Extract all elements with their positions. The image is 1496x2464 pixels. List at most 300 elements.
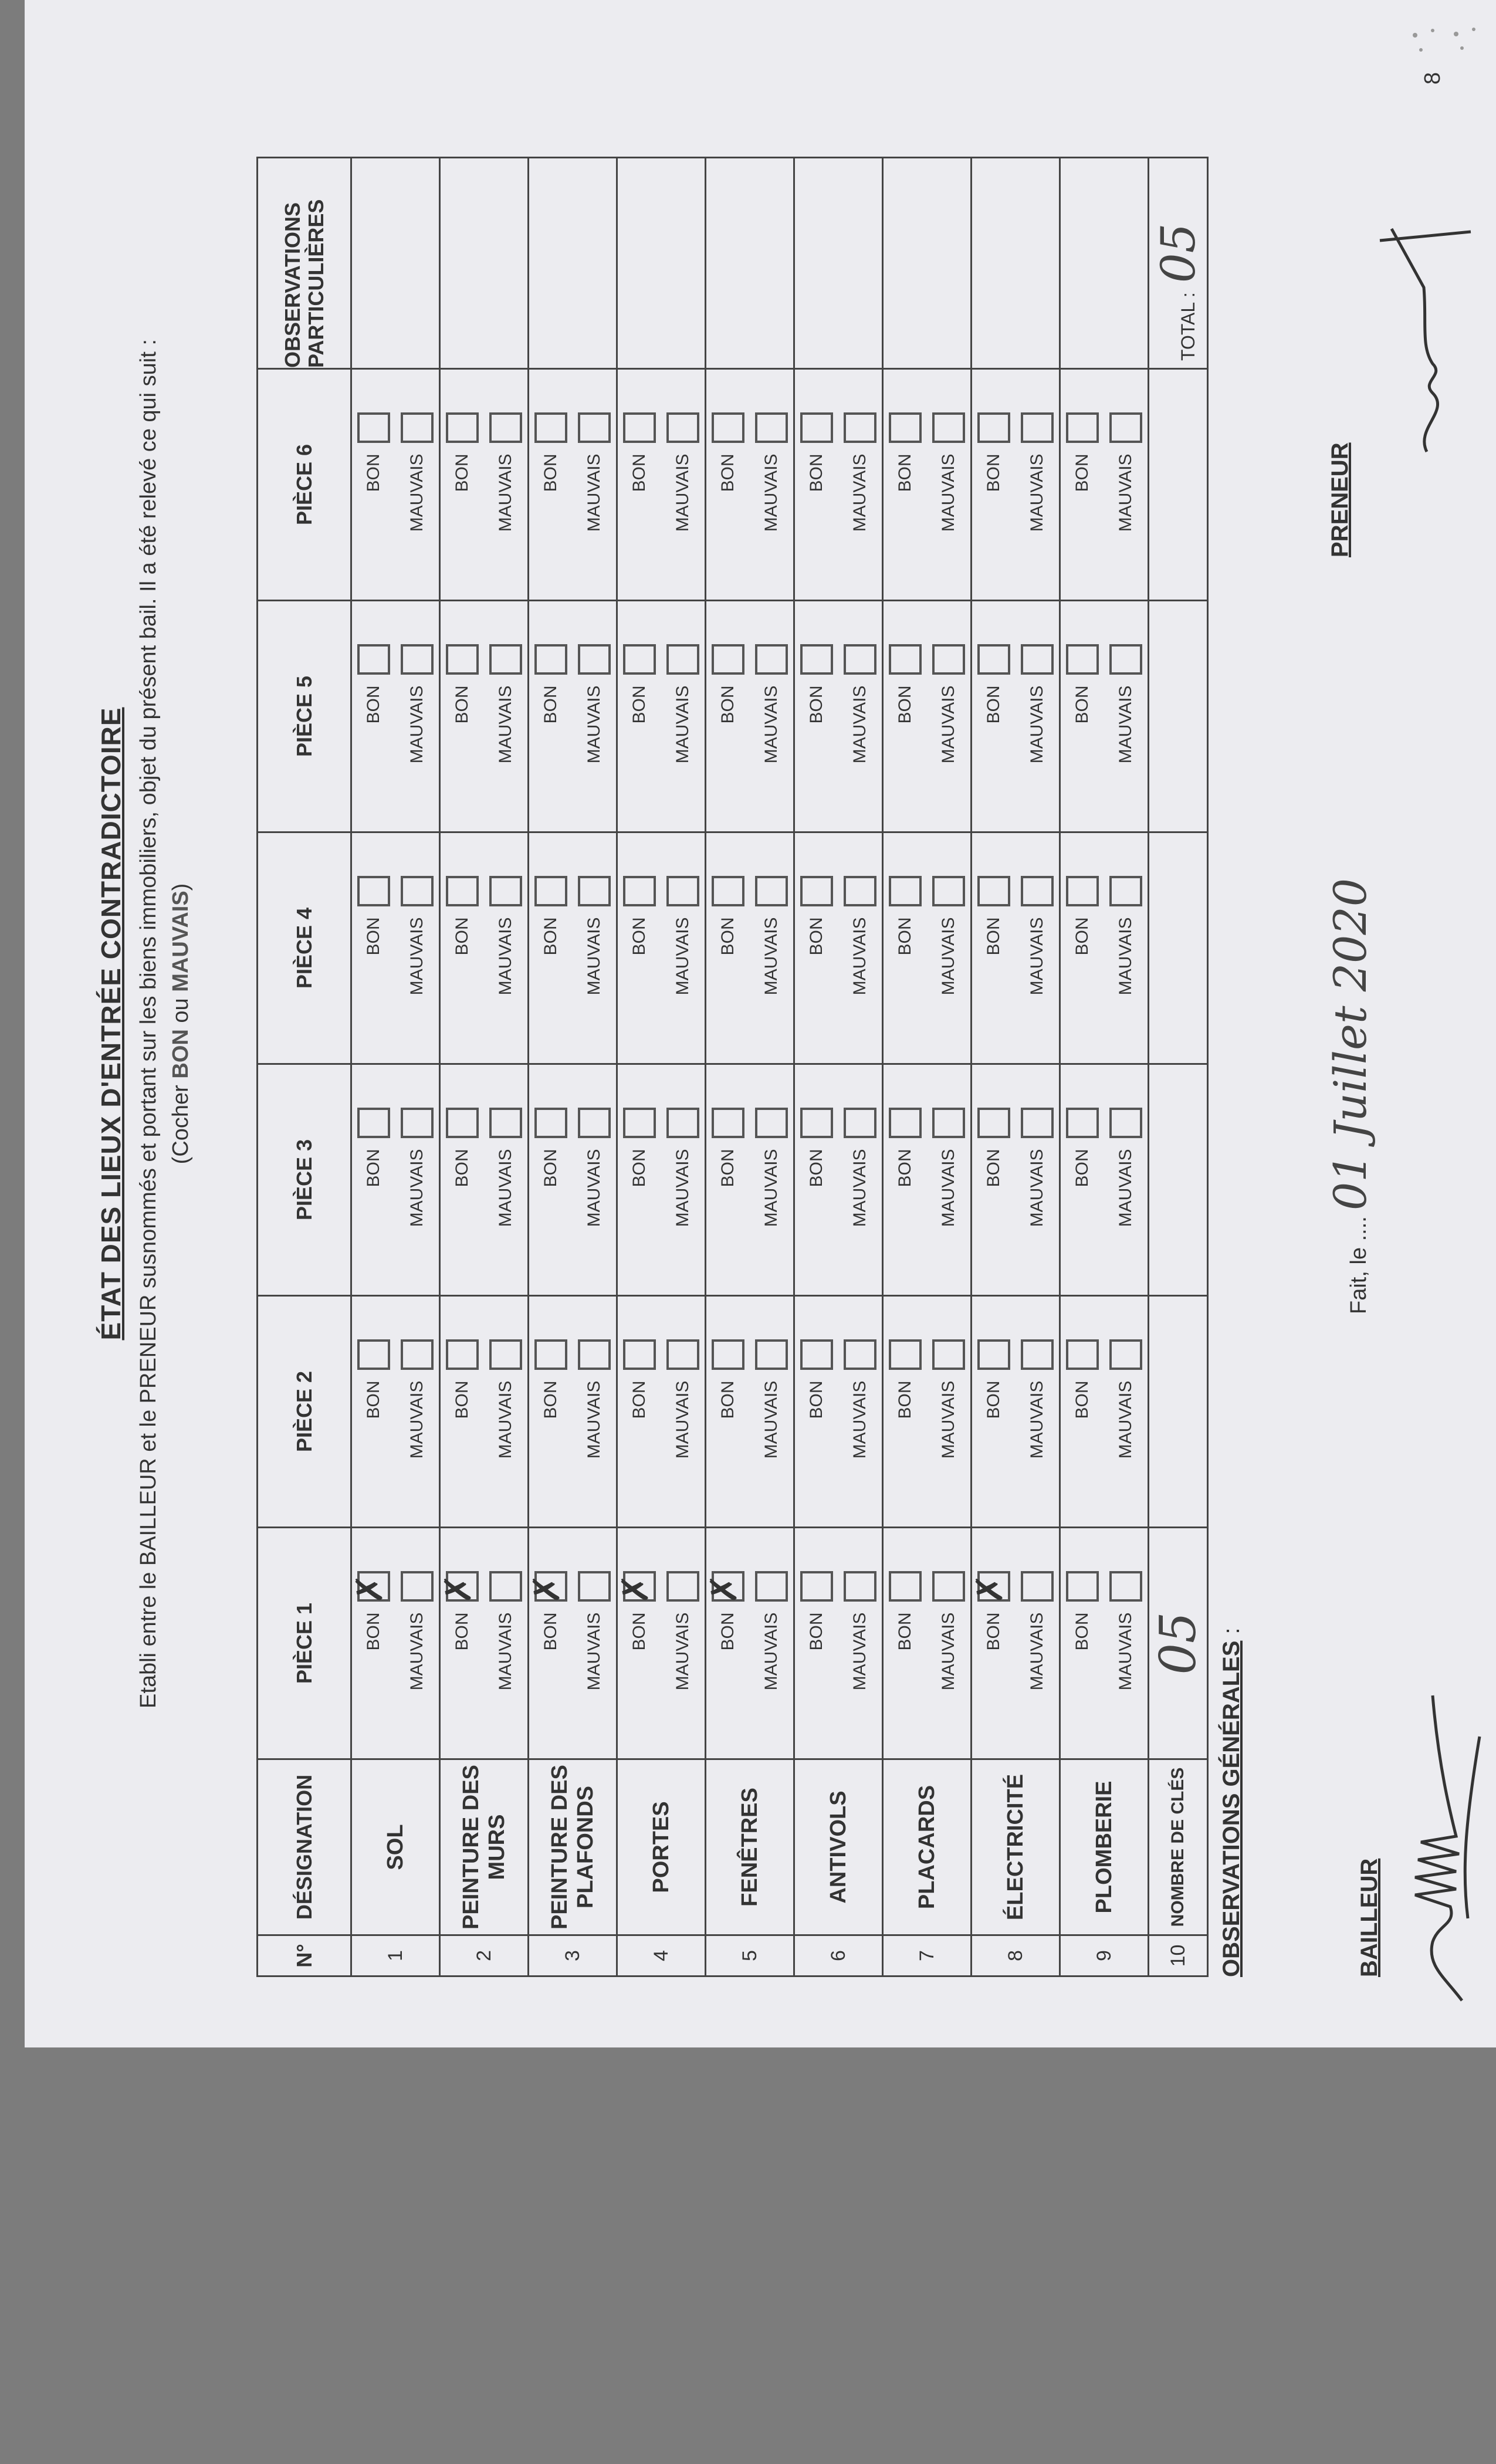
mauvais-label: MAUVAIS <box>761 1149 781 1227</box>
piece-2-cell <box>794 1296 883 1528</box>
bon-label: BON <box>1072 917 1092 956</box>
mauvais-label: MAUVAIS <box>1027 1149 1047 1227</box>
bon-checkbox[interactable] <box>800 1108 833 1139</box>
bon-option <box>795 1297 838 1527</box>
bon-label: BON <box>364 1149 383 1187</box>
mauvais-checkbox[interactable] <box>1109 413 1142 444</box>
mauvais-option <box>1104 1297 1148 1527</box>
piece-6-cell <box>617 369 706 601</box>
mauvais-label: MAUVAIS <box>407 453 427 532</box>
bon-checkbox[interactable] <box>712 645 744 675</box>
mauvais-option <box>750 601 793 831</box>
mauvais-checkbox[interactable] <box>844 413 876 444</box>
mauvais-checkbox[interactable] <box>578 413 611 444</box>
bon-checkbox[interactable] <box>357 1340 390 1370</box>
bon-option <box>706 370 750 600</box>
mauvais-checkbox[interactable] <box>578 876 611 907</box>
bon-label: BON <box>718 917 737 956</box>
bon-option <box>706 601 750 831</box>
mauvais-checkbox[interactable] <box>489 876 522 907</box>
page-number: 8 <box>1420 72 1446 85</box>
bon-label: BON <box>452 1149 472 1187</box>
check-mark-icon: ✗ <box>702 1573 745 1605</box>
bon-checkbox[interactable] <box>712 876 744 907</box>
mauvais-label: MAUVAIS <box>673 1149 692 1227</box>
mauvais-checkbox[interactable] <box>1109 1340 1142 1370</box>
bon-option <box>968 1528 1016 1758</box>
mauvais-label: MAUVAIS <box>1027 685 1047 764</box>
bon-label: BON <box>807 685 826 724</box>
mauvais-checkbox[interactable] <box>844 1572 876 1602</box>
bon-checkbox[interactable] <box>623 413 656 444</box>
mauvais-option <box>573 833 616 1063</box>
bon-checkbox[interactable] <box>977 876 1010 907</box>
bon-option <box>884 1528 927 1758</box>
mauvais-option <box>750 833 793 1063</box>
bon-checkbox[interactable] <box>357 1108 390 1139</box>
piece-4-cell <box>1060 832 1149 1064</box>
observation-cell[interactable] <box>883 158 972 369</box>
bon-label: BON <box>984 1612 1003 1651</box>
row-designation: PEINTURE DES MURS <box>440 1759 529 1935</box>
mauvais-option <box>573 1297 616 1527</box>
bon-option <box>884 601 927 831</box>
row-number: 5 <box>706 1935 794 1976</box>
mauvais-checkbox[interactable] <box>755 1108 788 1139</box>
bon-checkbox[interactable] <box>1066 645 1099 675</box>
total-cell <box>1149 158 1208 369</box>
piece-3-cell <box>529 1064 617 1296</box>
bon-checkbox[interactable] <box>446 1108 479 1139</box>
bon-checkbox[interactable] <box>702 1572 745 1605</box>
bon-label: BON <box>895 1380 915 1419</box>
bon-checkbox[interactable] <box>977 413 1010 444</box>
mauvais-label: MAUVAIS <box>1027 453 1047 532</box>
bon-checkbox[interactable] <box>889 1108 922 1139</box>
mauvais-checkbox[interactable] <box>755 876 788 907</box>
check-mark-icon: ✗ <box>968 1573 1011 1605</box>
bon-checkbox[interactable] <box>436 1572 479 1605</box>
mauvais-option <box>1104 833 1148 1063</box>
bon-option <box>972 833 1016 1063</box>
piece-4-keys[interactable] <box>1149 832 1208 1064</box>
piece-3-cell <box>794 1064 883 1296</box>
bon-option <box>795 601 838 831</box>
piece-4-cell <box>351 832 440 1064</box>
mauvais-option <box>573 1065 616 1295</box>
bon-label: BON <box>807 1149 826 1187</box>
row-number: 4 <box>617 1935 706 1976</box>
header-piece-3: PIÈCE 3 <box>258 1064 351 1296</box>
bon-checkbox[interactable] <box>446 876 479 907</box>
mauvais-option <box>1104 1065 1148 1295</box>
mauvais-checkbox[interactable] <box>1109 645 1142 675</box>
piece-1-cell <box>702 1528 794 1759</box>
observation-cell[interactable] <box>1060 158 1149 369</box>
observation-cell[interactable] <box>972 158 1060 369</box>
bon-option <box>352 1297 395 1527</box>
bon-checkbox[interactable] <box>889 413 922 444</box>
mauvais-option <box>395 370 439 600</box>
bon-label: BON <box>452 685 472 724</box>
piece-5-keys[interactable] <box>1149 601 1208 832</box>
bon-label: BON <box>629 1612 649 1651</box>
mauvais-checkbox[interactable] <box>755 1340 788 1370</box>
bon-checkbox[interactable] <box>889 876 922 907</box>
header-piece-5: PIÈCE 5 <box>258 601 351 832</box>
bon-label: BON <box>364 685 383 724</box>
bon-label: BON <box>718 1149 737 1187</box>
bon-option <box>529 833 573 1063</box>
row-number: 9 <box>1060 1935 1149 1976</box>
mauvais-checkbox[interactable] <box>578 1572 611 1602</box>
mauvais-checkbox[interactable] <box>1109 1572 1142 1602</box>
mauvais-checkbox[interactable] <box>1021 876 1054 907</box>
total-label: TOTAL : <box>1177 292 1199 361</box>
piece-6-cell <box>440 369 529 601</box>
mauvais-checkbox[interactable] <box>489 413 522 444</box>
bon-checkbox[interactable] <box>800 1572 833 1602</box>
bon-checkbox[interactable] <box>348 1572 391 1605</box>
mauvais-checkbox[interactable] <box>844 645 876 675</box>
bon-label: BON <box>629 685 649 724</box>
row-designation: ÉLECTRICITÉ <box>972 1759 1060 1935</box>
bon-checkbox[interactable] <box>534 645 567 675</box>
table-row <box>440 158 529 1976</box>
mauvais-label: MAUVAIS <box>850 917 869 996</box>
mauvais-checkbox[interactable] <box>1021 645 1054 675</box>
mauvais-checkbox[interactable] <box>489 1108 522 1139</box>
observation-cell[interactable] <box>529 158 617 369</box>
bon-label: BON <box>807 1612 826 1651</box>
mauvais-checkbox[interactable] <box>401 1108 434 1139</box>
mauvais-checkbox[interactable] <box>844 876 876 907</box>
mauvais-checkbox[interactable] <box>844 1340 876 1370</box>
piece-3-cell <box>1060 1064 1149 1296</box>
mauvais-label: MAUVAIS <box>1116 685 1135 764</box>
mauvais-option <box>927 601 970 831</box>
bon-label: BON <box>364 453 383 492</box>
bon-label: BON <box>364 1380 383 1419</box>
mauvais-option <box>1104 1528 1148 1758</box>
mauvais-checkbox[interactable] <box>1109 876 1142 907</box>
piece-2-cell <box>1060 1296 1149 1528</box>
piece-2-cell <box>351 1296 440 1528</box>
mauvais-label: MAUVAIS <box>407 1149 427 1227</box>
piece-6-cell <box>972 369 1060 601</box>
mauvais-label: MAUVAIS <box>939 917 958 996</box>
bon-checkbox[interactable] <box>800 1340 833 1370</box>
bon-label: BON <box>541 917 560 956</box>
mauvais-label: MAUVAIS <box>939 1149 958 1227</box>
mauvais-checkbox[interactable] <box>666 645 699 675</box>
mauvais-option <box>395 833 439 1063</box>
mauvais-option <box>661 370 705 600</box>
mauvais-label: MAUVAIS <box>673 1380 692 1459</box>
piece-2-cell <box>883 1296 972 1528</box>
mauvais-label: MAUVAIS <box>673 453 692 532</box>
bailleur-signature <box>1392 1684 1491 2012</box>
bon-checkbox[interactable] <box>525 1572 568 1605</box>
bon-option <box>441 601 484 831</box>
bon-checkbox[interactable] <box>1066 1572 1099 1602</box>
mauvais-label: MAUVAIS <box>496 1380 515 1459</box>
mauvais-checkbox[interactable] <box>401 876 434 907</box>
mauvais-checkbox[interactable] <box>489 1572 522 1602</box>
bon-checkbox[interactable] <box>357 876 390 907</box>
row-number: 3 <box>529 1935 617 1976</box>
mauvais-checkbox[interactable] <box>844 1108 876 1139</box>
table-row <box>972 158 1060 1976</box>
bon-option <box>706 833 750 1063</box>
row-number: 8 <box>972 1935 1060 1976</box>
mauvais-option <box>927 833 970 1063</box>
bon-checkbox[interactable] <box>357 645 390 675</box>
mauvais-option <box>1016 1297 1059 1527</box>
bon-label: BON <box>629 917 649 956</box>
mauvais-checkbox[interactable] <box>932 413 965 444</box>
bon-option <box>1061 833 1104 1063</box>
bon-checkbox[interactable] <box>1066 413 1099 444</box>
bon-checkbox[interactable] <box>977 1340 1010 1370</box>
bon-option <box>525 1528 573 1758</box>
bon-label: BON <box>984 685 1003 724</box>
bon-checkbox[interactable] <box>712 1340 744 1370</box>
row-designation: PEINTURE DES PLAFONDS <box>529 1759 617 1935</box>
mauvais-checkbox[interactable] <box>1021 1108 1054 1139</box>
rotated-form <box>25 0 1496 2047</box>
table-row <box>529 158 617 1976</box>
bon-checkbox[interactable] <box>623 1108 656 1139</box>
bon-checkbox[interactable] <box>446 1340 479 1370</box>
mauvais-option <box>484 1065 527 1295</box>
mauvais-checkbox[interactable] <box>401 413 434 444</box>
piece-3-keys[interactable] <box>1149 1064 1208 1296</box>
mauvais-label: MAUVAIS <box>584 453 604 532</box>
observation-cell[interactable] <box>706 158 794 369</box>
row-number: 1 <box>351 1935 440 1976</box>
bon-option <box>795 1065 838 1295</box>
bon-option <box>795 1528 838 1758</box>
mauvais-checkbox[interactable] <box>1021 1572 1054 1602</box>
mauvais-checkbox[interactable] <box>401 1340 434 1370</box>
mauvais-checkbox[interactable] <box>932 1108 965 1139</box>
bon-option <box>618 601 661 831</box>
mauvais-checkbox[interactable] <box>1021 413 1054 444</box>
mauvais-checkbox[interactable] <box>932 876 965 907</box>
bon-checkbox[interactable] <box>534 1108 567 1139</box>
bon-checkbox[interactable] <box>623 1340 656 1370</box>
mauvais-checkbox[interactable] <box>489 1340 522 1370</box>
table-row <box>1060 158 1149 1976</box>
piece-5-cell <box>794 601 883 832</box>
mauvais-option <box>927 1065 970 1295</box>
piece-3-cell <box>440 1064 529 1296</box>
bon-checkbox[interactable] <box>889 645 922 675</box>
bon-option <box>352 833 395 1063</box>
mauvais-label: MAUVAIS <box>761 917 781 996</box>
bon-option <box>1061 1297 1104 1527</box>
bon-checkbox[interactable] <box>534 413 567 444</box>
handwritten-total: 05 <box>1150 223 1206 283</box>
mauvais-checkbox[interactable] <box>666 1340 699 1370</box>
bon-checkbox[interactable] <box>534 1340 567 1370</box>
mauvais-checkbox[interactable] <box>932 1340 965 1370</box>
mauvais-label: MAUVAIS <box>584 685 604 764</box>
bon-checkbox[interactable] <box>614 1572 656 1605</box>
bon-label: BON <box>807 1380 826 1419</box>
bon-option <box>529 1065 573 1295</box>
bon-checkbox[interactable] <box>968 1572 1011 1605</box>
mauvais-option <box>750 370 793 600</box>
mauvais-checkbox[interactable] <box>932 1572 965 1602</box>
piece-5-cell <box>351 601 440 832</box>
bon-checkbox[interactable] <box>1066 1340 1099 1370</box>
bon-label: BON <box>807 453 826 492</box>
bon-checkbox[interactable] <box>623 876 656 907</box>
row-designation: PORTES <box>617 1759 706 1935</box>
keys-label: NOMBRE DE CLÉS <box>1149 1759 1208 1935</box>
piece-4-cell <box>617 832 706 1064</box>
mauvais-label: MAUVAIS <box>407 917 427 996</box>
bon-label: BON <box>718 1380 737 1419</box>
piece-6-cell <box>794 369 883 601</box>
mauvais-checkbox[interactable] <box>666 1108 699 1139</box>
bon-checkbox[interactable] <box>623 645 656 675</box>
bon-option <box>436 1528 484 1758</box>
mauvais-checkbox[interactable] <box>932 645 965 675</box>
bon-option <box>884 833 927 1063</box>
mauvais-checkbox[interactable] <box>755 413 788 444</box>
bon-checkbox[interactable] <box>446 645 479 675</box>
piece-3-cell <box>706 1064 794 1296</box>
bon-label: BON <box>541 1380 560 1419</box>
bon-checkbox[interactable] <box>534 876 567 907</box>
mauvais-option <box>661 1297 705 1527</box>
bon-label: BON <box>718 453 737 492</box>
header-piece-2: PIÈCE 2 <box>258 1296 351 1528</box>
bon-label: BON <box>452 453 472 492</box>
observation-cell[interactable] <box>617 158 706 369</box>
row-designation: ANTIVOLS <box>794 1759 883 1935</box>
mauvais-option <box>484 1528 527 1758</box>
mauvais-checkbox[interactable] <box>755 1572 788 1602</box>
mauvais-checkbox[interactable] <box>578 1340 611 1370</box>
bon-checkbox[interactable] <box>446 413 479 444</box>
bon-option <box>352 1065 395 1295</box>
bon-checkbox[interactable] <box>357 413 390 444</box>
table-row <box>794 158 883 1976</box>
mauvais-option <box>1104 601 1148 831</box>
mauvais-option <box>838 1528 882 1758</box>
mauvais-option <box>1104 370 1148 600</box>
mauvais-label: MAUVAIS <box>1116 1380 1135 1459</box>
row-number: 6 <box>794 1935 883 1976</box>
piece-6-cell <box>1060 369 1149 601</box>
bon-label: BON <box>364 917 383 956</box>
bon-checkbox[interactable] <box>712 1108 744 1139</box>
mauvais-option <box>484 370 527 600</box>
bon-checkbox[interactable] <box>977 1108 1010 1139</box>
bon-option <box>706 1065 750 1295</box>
piece-1-cell <box>614 1528 706 1759</box>
mauvais-label: MAUVAIS <box>407 685 427 764</box>
bon-option <box>614 1528 661 1758</box>
mauvais-label: MAUVAIS <box>584 1612 604 1691</box>
mauvais-checkbox[interactable] <box>401 1572 434 1602</box>
bon-option <box>352 370 395 600</box>
mauvais-label: MAUVAIS <box>673 917 692 996</box>
bon-checkbox[interactable] <box>800 645 833 675</box>
piece-1-cell <box>968 1528 1060 1759</box>
bon-label: BON <box>984 1149 1003 1187</box>
bon-option <box>1061 601 1104 831</box>
bon-checkbox[interactable] <box>800 876 833 907</box>
bon-label: BON <box>895 917 915 956</box>
bon-checkbox[interactable] <box>1066 1108 1099 1139</box>
bon-checkbox[interactable] <box>800 413 833 444</box>
preneur-signature <box>1368 217 1480 463</box>
piece-6-keys[interactable] <box>1149 369 1208 601</box>
mauvais-option <box>838 1065 882 1295</box>
table-row <box>351 158 440 1976</box>
bon-checkbox[interactable] <box>977 645 1010 675</box>
mauvais-checkbox[interactable] <box>1109 1108 1142 1139</box>
mauvais-checkbox[interactable] <box>755 645 788 675</box>
bon-checkbox[interactable] <box>712 413 744 444</box>
observation-cell[interactable] <box>794 158 883 369</box>
piece-4-cell <box>529 832 617 1064</box>
mauvais-checkbox[interactable] <box>666 876 699 907</box>
bon-option <box>795 833 838 1063</box>
mauvais-label: MAUVAIS <box>1027 1380 1047 1459</box>
piece-2-cell <box>617 1296 706 1528</box>
bon-option <box>706 1297 750 1527</box>
mauvais-checkbox[interactable] <box>489 645 522 675</box>
keys-row <box>1149 158 1208 1976</box>
piece-3-cell <box>351 1064 440 1296</box>
bon-checkbox[interactable] <box>889 1340 922 1370</box>
mauvais-label: MAUVAIS <box>939 685 958 764</box>
mauvais-option <box>750 1297 793 1527</box>
bon-checkbox[interactable] <box>889 1572 922 1602</box>
table-row <box>883 158 972 1976</box>
date-line: Fait, le ....01 Juillet 2020 <box>1324 878 1376 1314</box>
bon-label: BON <box>807 917 826 956</box>
bon-option <box>1061 1528 1104 1758</box>
row-designation: FENÊTRES <box>706 1759 794 1935</box>
mauvais-checkbox[interactable] <box>578 645 611 675</box>
mauvais-checkbox[interactable] <box>578 1108 611 1139</box>
observation-cell[interactable] <box>351 158 440 369</box>
bon-label: BON <box>452 1380 472 1419</box>
mauvais-option <box>573 601 616 831</box>
mauvais-checkbox[interactable] <box>401 645 434 675</box>
observation-cell[interactable] <box>440 158 529 369</box>
mauvais-label: MAUVAIS <box>939 453 958 532</box>
bon-checkbox[interactable] <box>1066 876 1099 907</box>
mauvais-checkbox[interactable] <box>666 1572 699 1602</box>
mauvais-checkbox[interactable] <box>1021 1340 1054 1370</box>
piece-2-keys[interactable] <box>1149 1296 1208 1528</box>
mauvais-label: MAUVAIS <box>1027 1612 1047 1691</box>
mauvais-label: MAUVAIS <box>1116 1612 1135 1691</box>
mauvais-label: MAUVAIS <box>496 917 515 996</box>
mauvais-option <box>661 833 705 1063</box>
mauvais-option <box>1016 601 1059 831</box>
mauvais-label: MAUVAIS <box>761 1612 781 1691</box>
mauvais-checkbox[interactable] <box>666 413 699 444</box>
